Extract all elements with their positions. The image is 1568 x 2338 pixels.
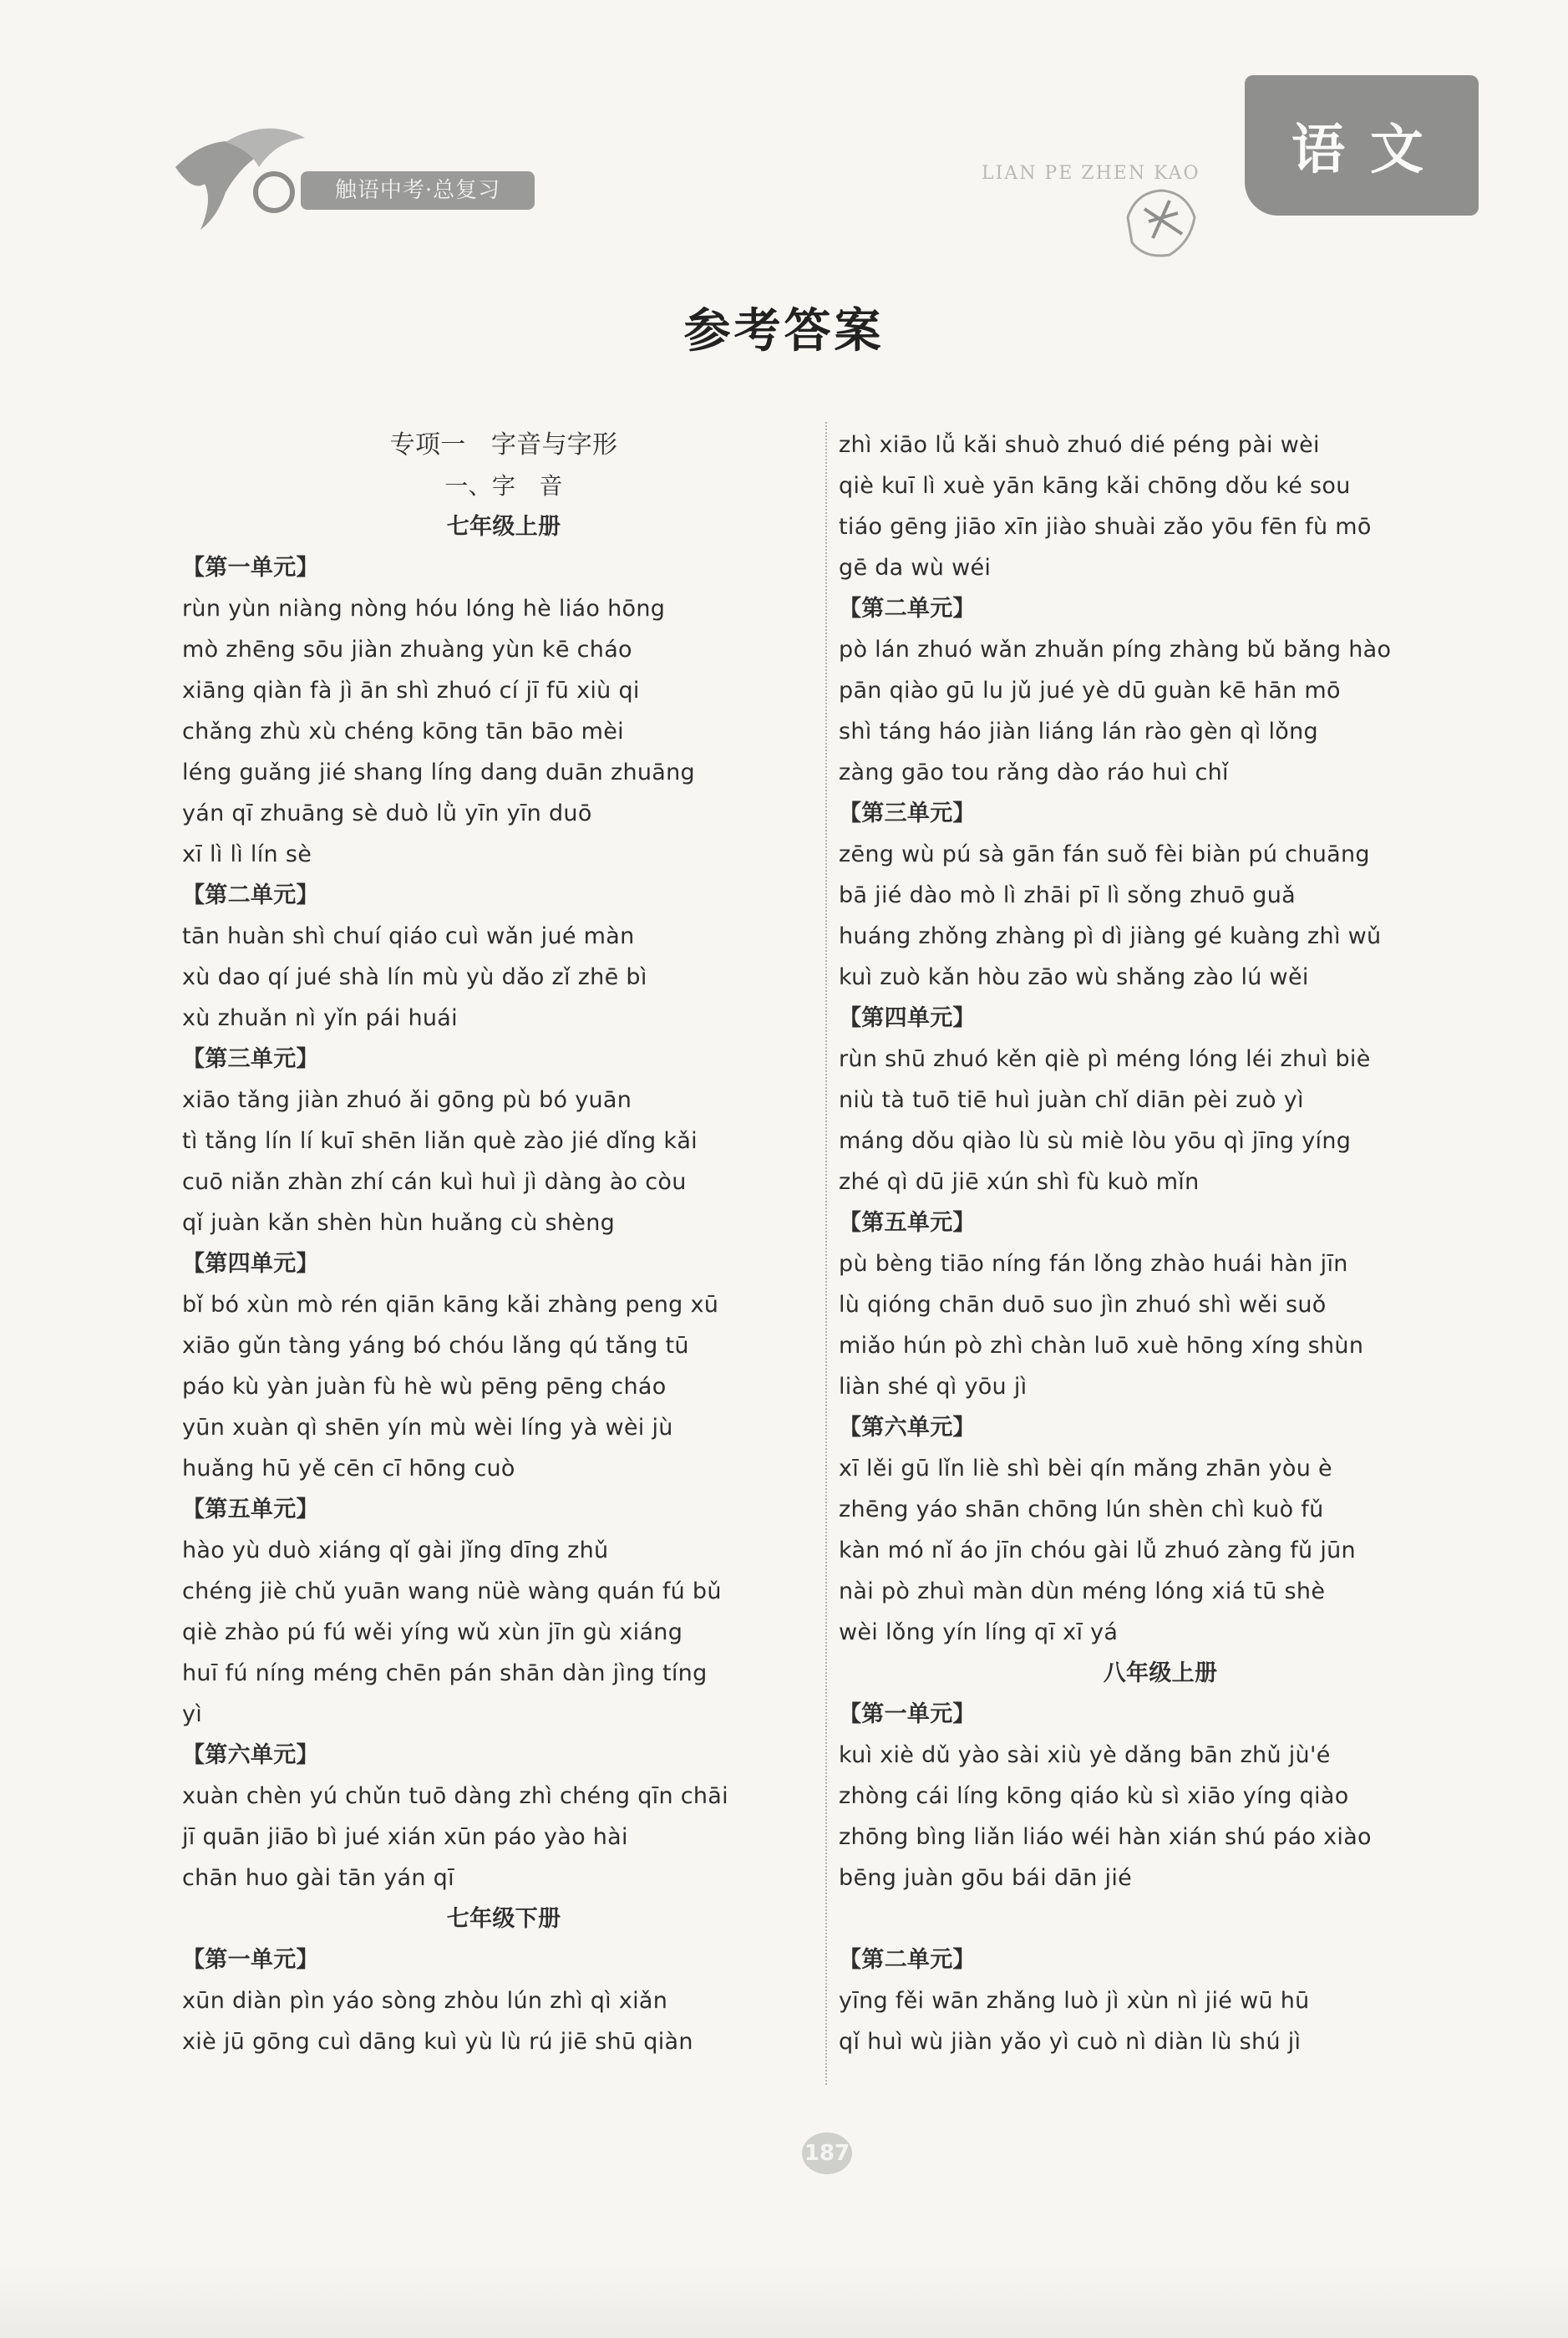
unit-heading: 【第一单元】 xyxy=(182,1947,319,1973)
pinyin-answer-line: xiāo tǎng jiàn zhuó ǎi gōng pù bó yuān xyxy=(182,1087,632,1113)
pinyin-answer-line: chǎng zhù xù chéng kōng tān bāo mèi xyxy=(182,719,624,745)
pinyin-answer-line: nài pò zhuì màn dùn méng lóng xiá tū shè xyxy=(839,1578,1326,1604)
section-heading: 专项一 字音与字形 xyxy=(389,430,618,460)
pinyin-answer-line: bǐ bó xùn mò rén qiān kāng kǎi zhàng peng xū xyxy=(182,1292,719,1318)
pinyin-answer-line: huī fú níng méng chēn pán shān dàn jìng tíng xyxy=(182,1660,708,1686)
pinyin-answer-line: xūn diàn pìn yáo sòng zhòu lún zhì qì xiǎn xyxy=(182,1988,668,2014)
pinyin-answer-line: cuō niǎn zhàn zhí cán kuì huì jì dàng ào còu xyxy=(182,1169,687,1195)
pinyin-answer-line: xī lěi gū lǐn liè shì bèi qín mǎng zhān yòu è xyxy=(839,1456,1332,1482)
pinyin-answer-line: huǎng hū yě cēn cī hōng cuò xyxy=(182,1456,515,1482)
pinyin-answer-line: tān huàn shì chuí qiáo cuì wǎn jué màn xyxy=(182,923,635,949)
pinyin-answer-line: chéng jiè chǔ yuān wang nüè wàng quán fú bǔ xyxy=(182,1578,722,1604)
grade-heading: 七年级下册 xyxy=(446,1906,561,1932)
hand-writing-icon xyxy=(1111,175,1211,267)
pinyin-answer-line: rùn yùn niàng nòng hóu lóng hè liáo hōng xyxy=(182,596,666,622)
pinyin-answer-line: xuàn chèn yú chǔn tuō dàng zhì chéng qīn chāi xyxy=(182,1783,728,1809)
pinyin-answer-line: yūn xuàn qì shēn yín mù wèi líng yà wèi jù xyxy=(182,1415,673,1441)
grade-heading: 七年级上册 xyxy=(446,514,561,540)
pinyin-answer-line: miǎo hún pò zhì chàn luō xuè hōng xíng shùn xyxy=(839,1333,1364,1359)
publisher-logo xyxy=(167,117,309,234)
right-column xyxy=(839,424,1482,2062)
pinyin-answer-line: xù dao qí jué shà lín mù yù dǎo zǐ zhē bì xyxy=(182,964,647,990)
unit-heading: 【第二单元】 xyxy=(839,1947,976,1973)
subsection-heading: 一、字 音 xyxy=(444,472,563,500)
unit-heading: 【第二单元】 xyxy=(839,596,976,622)
pinyin-answer-line: xiāng qiàn fà jì ān shì zhuó cí jī fū xiù qi xyxy=(182,678,640,704)
pinyin-answer-line: tiáo gēng jiāo xīn jiào shuài zǎo yōu fēn fù mō xyxy=(839,514,1372,540)
pinyin-answer-line: hào yù duò xiáng qǐ gài jǐng dīng zhǔ xyxy=(182,1537,609,1563)
pinyin-answer-line: qǐ juàn kǎn shèn hùn huǎng cù shèng xyxy=(182,1210,616,1236)
series-pinyin: LIAN PE ZHEN KAO xyxy=(982,163,1200,184)
unit-heading: 【第一单元】 xyxy=(182,555,319,581)
page-bottom-edge xyxy=(0,2263,1568,2338)
unit-heading: 【第二单元】 xyxy=(182,882,319,908)
blank-line xyxy=(839,1898,1482,1939)
pinyin-answer-line: xī lì lì lín sè xyxy=(182,841,312,867)
pinyin-answer-line: qiè kuī lì xuè yān kāng kǎi chōng dǒu ké sou xyxy=(839,473,1351,499)
pinyin-answer-line: bēng juàn gōu bái dān jié xyxy=(839,1865,1133,1891)
pinyin-answer-line: yīng fěi wān zhǎng luò jì xùn nì jié wū hū xyxy=(839,1988,1310,2014)
pinyin-answer-line: shì táng háo jiàn liáng lán rào gèn qì lǒng xyxy=(839,719,1318,745)
pinyin-answer-line: léng guǎng jié shang líng dang duān zhuāng xyxy=(182,760,695,785)
pinyin-answer-line: máng dǒu qiào lù sù miè lòu yōu qì jīng yíng xyxy=(839,1128,1352,1154)
pinyin-answer-line: yán qī zhuāng sè duò lǜ yīn yīn duō xyxy=(182,801,592,826)
pinyin-answer-line: zhì xiāo lǚ kǎi shuò zhuó dié péng pài wèi xyxy=(839,432,1320,458)
unit-heading: 【第三单元】 xyxy=(182,1046,319,1072)
unit-heading: 【第四单元】 xyxy=(182,1251,319,1277)
pinyin-answer-line: jī quān jiāo bì jué xián xūn páo yào hài xyxy=(182,1824,628,1850)
pinyin-answer-line: zēng wù pú sà gān fán suǒ fèi biàn pú chuāng xyxy=(839,841,1370,867)
pinyin-answer-line: yì xyxy=(182,1701,203,1727)
pinyin-answer-line: wèi lǒng yín líng qī xī yá xyxy=(839,1619,1119,1645)
unit-heading: 【第五单元】 xyxy=(182,1497,319,1522)
unit-heading: 【第六单元】 xyxy=(839,1415,976,1441)
subject-badge: 语文 xyxy=(1245,75,1479,216)
pinyin-answer-line: xiāo gǔn tàng yáng bó chóu lǎng qú tǎng tū xyxy=(182,1333,689,1359)
pinyin-answer-line: pò lán zhuó wǎn zhuǎn píng zhàng bǔ bǎng hào xyxy=(839,637,1392,663)
unit-heading: 【第四单元】 xyxy=(839,1005,976,1031)
pinyin-answer-line: kàn mó nǐ áo jīn chóu gài lǚ zhuó zàng fǔ jūn xyxy=(839,1537,1356,1563)
pinyin-answer-line: mò zhēng sōu jiàn zhuàng yùn kē cháo xyxy=(182,637,632,663)
pinyin-answer-line: huáng zhǒng zhàng pì dì jiàng gé kuàng zhì wǔ xyxy=(839,923,1382,949)
column-divider xyxy=(825,422,828,2085)
pinyin-answer-line: zhōng bìng liǎn liáo wéi hàn xián shú páo xiào xyxy=(839,1824,1372,1850)
pinyin-answer-line: niù tà tuō tiē huì juàn chǐ diān pèi zuò yì xyxy=(839,1087,1304,1113)
left-column xyxy=(182,424,825,2062)
unit-heading: 【第一单元】 xyxy=(839,1701,976,1727)
pinyin-answer-line: páo kù yàn juàn fù hè wù pēng pēng cháo xyxy=(182,1374,667,1400)
pinyin-answer-line: qiè zhào pú fú wěi yíng wǔ xùn jīn gù xiáng xyxy=(182,1619,683,1645)
pinyin-answer-line: zàng gāo tou rǎng dào ráo huì chǐ xyxy=(839,760,1229,785)
pinyin-answer-line: lù qióng chān duō suo jìn zhuó shì wěi suǒ xyxy=(839,1292,1327,1318)
pinyin-answer-line: pù bèng tiāo níng fán lǒng zhào huái hàn jīn xyxy=(839,1251,1348,1277)
pinyin-answer-line: qǐ huì wù jiàn yǎo yì cuò nì diàn lù shú jì xyxy=(839,2029,1302,2055)
unit-heading: 【第六单元】 xyxy=(182,1742,319,1768)
series-tagline: 触语中考·总复习 xyxy=(301,171,535,210)
unit-heading: 【第五单元】 xyxy=(839,1210,976,1236)
pinyin-answer-line: xiè jū gōng cuì dāng kuì yù lù rú jiē shū qiàn xyxy=(182,2029,693,2055)
pinyin-answer-line: kuì zuò kǎn hòu zāo wù shǎng zào lú wěi xyxy=(839,964,1309,990)
pinyin-answer-line: zhé qì dū jiē xún shì fù kuò mǐn xyxy=(839,1169,1200,1195)
unit-heading: 【第三单元】 xyxy=(839,801,976,826)
grade-heading: 八年级上册 xyxy=(1103,1660,1218,1686)
pinyin-answer-line: tì tǎng lín lí kuī shēn liǎn què zào jié dǐng kǎi xyxy=(182,1128,698,1154)
pinyin-answer-line: bā jié dào mò lì zhāi pī lì sǒng zhuō guǎ xyxy=(839,882,1296,908)
pinyin-answer-line: zhēng yáo shān chōng lún shèn chì kuò fǔ xyxy=(839,1497,1324,1522)
pinyin-answer-line: gē da wù wéi xyxy=(839,555,992,581)
page-title: 参考答案 xyxy=(683,303,885,358)
page-number: 187 xyxy=(802,2132,852,2174)
pinyin-answer-line: pān qiào gū lu jǔ jué yè dū guàn kē hān mō xyxy=(839,678,1341,704)
pinyin-answer-line: zhòng cái líng kōng qiáo kù sì xiāo yíng qiào xyxy=(839,1783,1349,1809)
pinyin-answer-line: liàn shé qì yōu jì xyxy=(839,1374,1028,1400)
pinyin-answer-line: xù zhuǎn nì yǐn pái huái xyxy=(182,1005,458,1031)
pinyin-answer-line: chān huo gài tān yán qī xyxy=(182,1865,454,1891)
pinyin-answer-line: rùn shū zhuó kěn qiè pì méng lóng léi zhuì biè xyxy=(839,1046,1371,1072)
pinyin-answer-line: kuì xiè dǔ yào sài xiù yè dǎng bān zhǔ jù'é xyxy=(839,1742,1331,1768)
